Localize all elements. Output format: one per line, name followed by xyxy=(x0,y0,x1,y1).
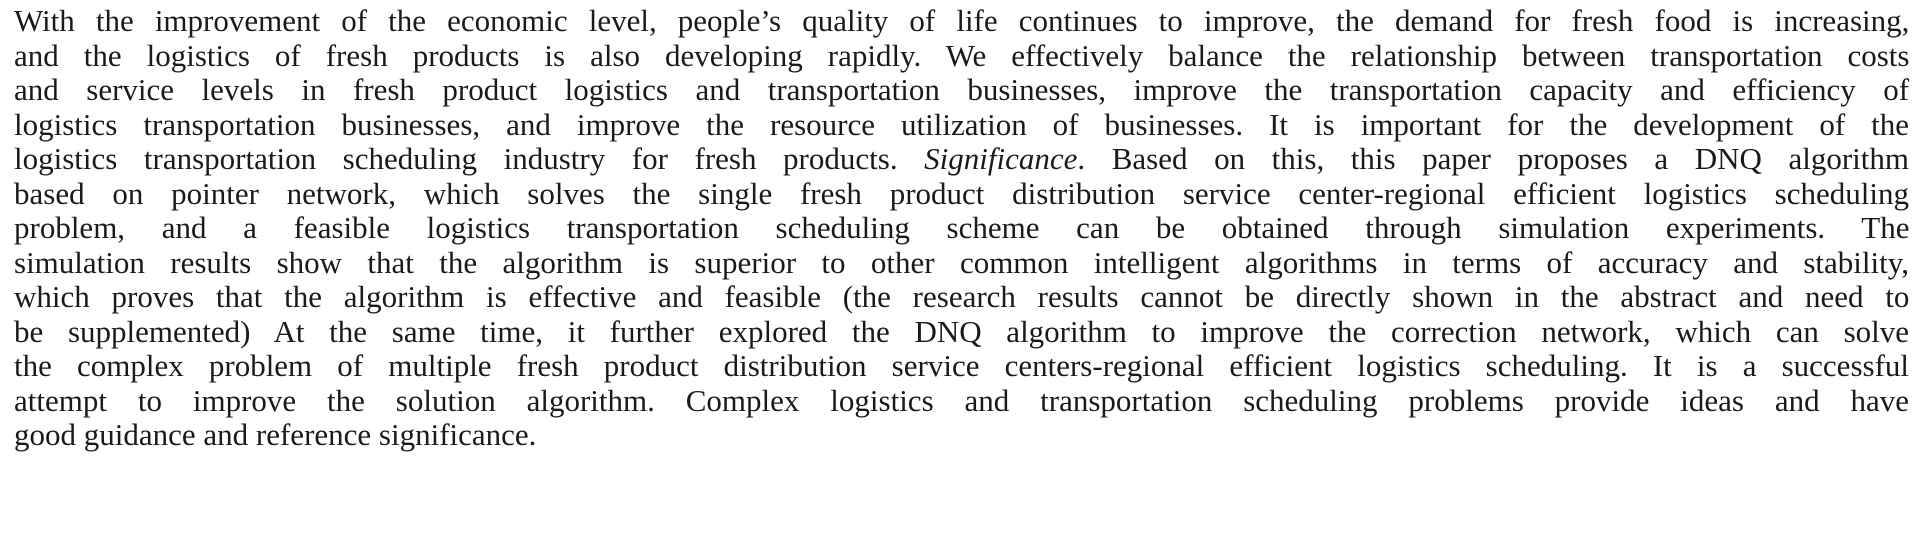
text-line xyxy=(14,142,1909,177)
text-line: and the logistics of fresh products is also developing rapidly. We effectively balance the relationship between transportation costs xyxy=(14,37,1910,73)
text-line: which proves that the algorithm is effective and feasible (the research results cannot be directly shown in the abstract and need to xyxy=(14,279,1910,314)
abstract-paragraph xyxy=(14,4,1909,453)
text-line: attempt to improve the solution algorithm. Complex logistics and transportation scheduling problems provide ideas and have xyxy=(14,382,1909,418)
italic-term-significance: Significance xyxy=(924,141,1078,176)
text-line: With the improvement of the economic level, people’s quality of life continues to improve, the demand for fresh food is increasing, xyxy=(14,3,1910,38)
text-line: and service levels in fresh product logistics and transportation businesses, improve the transportation capacity and efficiency of xyxy=(14,72,1910,107)
text-line: be supplemented) At the same time, it further explored the DNQ algorithm to improve the correction network, which can solve xyxy=(14,313,1909,349)
text-line: logistics transportation businesses, and improve the resource utilization of businesses. It is important for the development of the xyxy=(14,106,1909,142)
text-line: problem, and a feasible logistics transportation scheduling scheme can be obtained through simulation experiments. The xyxy=(14,210,1910,245)
text-line: the complex problem of multiple fresh product distribution service centers-regional efficient logistics scheduling. It is a successful xyxy=(14,348,1910,383)
text-line: good guidance and reference significance. xyxy=(14,417,537,452)
text-segment: logistics transportation scheduling industry for fresh products. xyxy=(14,141,925,176)
text-segment: . Based on this, this paper proposes a DNQ algorithm xyxy=(1077,141,1909,176)
text-line: simulation results show that the algorithm is superior to other common intelligent algorithms in terms of accuracy and stability, xyxy=(14,244,1909,280)
text-line: based on pointer network, which solves the single fresh product distribution service center-regional efficient logistics scheduling xyxy=(14,175,1909,211)
